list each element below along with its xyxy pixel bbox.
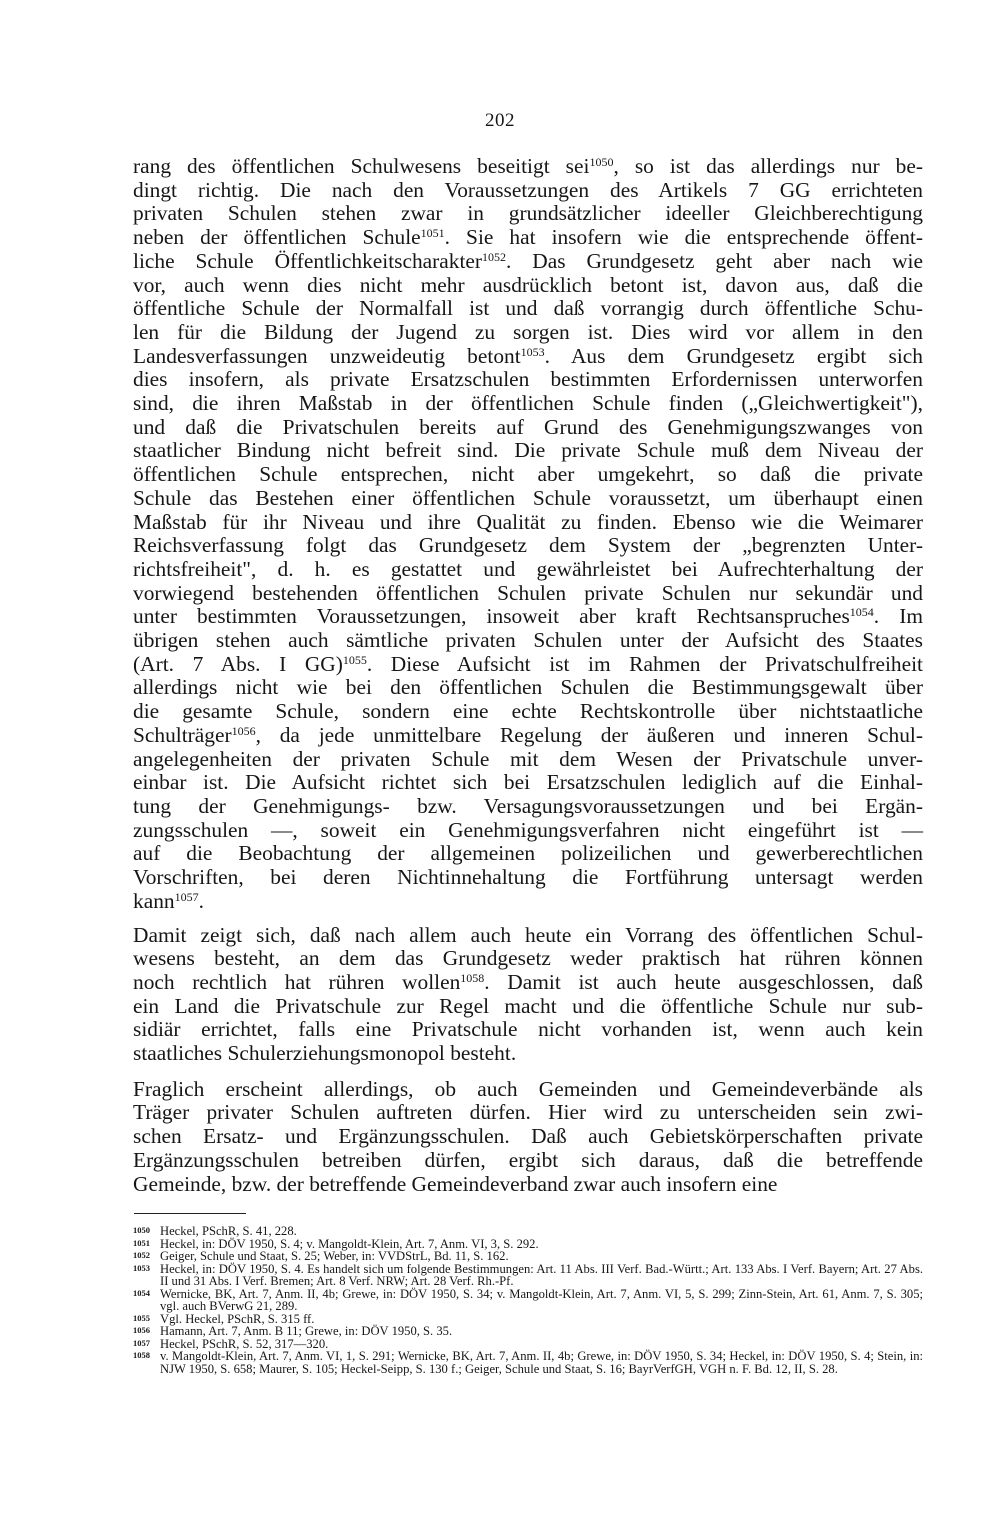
- text-segment: len für die Bildung der Jugend zu sorgen ist. Dies wird vor allem in den: [133, 319, 923, 344]
- footnote-number: 1057: [133, 1337, 150, 1348]
- footnote-reference: 1052: [482, 249, 507, 264]
- text-segment: Gemeinde, bzw. der betreffende Gemeindeverband zwar auch insofern eine: [133, 1171, 778, 1196]
- text-line: [133, 1173, 923, 1197]
- text-segment: schen Ersatz- und Ergänzungsschulen. Daß auch Gebietskörperschaften private: [133, 1124, 923, 1149]
- text-segment: Damit zeigt sich, daß nach allem auch heute ein Vorrang des öffentlichen Schul-: [133, 922, 923, 947]
- footnote-reference: 1051: [420, 226, 445, 241]
- text-line: [133, 582, 923, 606]
- text-segment: Reichsverfassung folgt das Grundgesetz dem System der „begrenzten Unter-: [133, 533, 923, 558]
- text-segment: Landesverfassungen unzweideutig betont: [133, 343, 521, 368]
- footnote-divider: [134, 1213, 246, 1214]
- text-line: [133, 629, 923, 653]
- text-line: [133, 947, 923, 971]
- text-segment: . Damit ist auch heute ausgeschlossen, daß: [484, 969, 923, 994]
- text-line: [133, 842, 923, 866]
- footnote-reference: 1058: [460, 970, 485, 985]
- footnote: [133, 1350, 923, 1375]
- text-line: [133, 795, 923, 819]
- text-line: [133, 155, 923, 179]
- footnote-text: Vgl. Heckel, PSchR, S. 315 ff.: [160, 1311, 315, 1326]
- text-segment: öffentlichen Schule entsprechen, nicht aber umgekehrt, so daß die private: [133, 462, 923, 487]
- page-number: 202: [485, 110, 515, 131]
- footnote-number: 1056: [133, 1325, 150, 1335]
- footnote-text: Heckel, in: DÖV 1950, S. 4. Es handelt sich um folgende Bestimmungen: Art. 11 Abs. III Verf. Bad.-Württ.; Art. 133 Abs. I Verf. Bayern; Art. 27 Abs. II und 31 Abs. I Verf. Bremen; Art. 8 Verf. NRW; Art. 28 Verf. Rh.-Pf.: [160, 1261, 923, 1288]
- text-line: [133, 995, 923, 1019]
- text-line: [133, 748, 923, 772]
- text-segment: vorwiegend bestehenden öffentlichen Schulen private Schulen nur sekundär und: [133, 580, 923, 605]
- text-segment: . Das Grundgesetz geht aber nach wie: [506, 248, 923, 273]
- text-segment: . Aus dem Grundgesetz ergibt sich: [544, 343, 923, 368]
- text-line: [133, 1078, 923, 1102]
- text-line: [133, 1149, 923, 1173]
- text-segment: sind, die ihren Maßstab in der öffentlichen Schule finden („Gleichwertigkeit"),: [133, 391, 923, 416]
- text-line: [133, 487, 923, 511]
- text-segment: ein Land die Privatschule zur Regel macht und die öffentliche Schule nur sub-: [133, 993, 923, 1018]
- text-line: [133, 924, 923, 948]
- footnote-number: 1055: [133, 1312, 150, 1323]
- text-line: [133, 274, 923, 298]
- text-line: [133, 179, 923, 203]
- text-line: [133, 676, 923, 700]
- paragraph: [133, 924, 923, 1066]
- text-segment: öffentliche Schule der Normalfall ist und daß vorrangig durch öffentliche Schu-: [133, 296, 923, 321]
- footnote-text: Geiger, Schule und Staat, S. 25; Weber, in: VVDStrL, Bd. 11, S. 162.: [160, 1249, 509, 1263]
- text-line: [133, 1101, 923, 1125]
- text-line: [133, 250, 923, 274]
- text-segment: staatliches Schulerziehungsmonopol besteht.: [133, 1041, 517, 1066]
- text-segment: tung der Genehmigungs- bzw. Versagungsvoraussetzungen und bei Ergän-: [133, 793, 923, 818]
- footnote-reference: 1057: [174, 889, 199, 904]
- footnote-number: 1050: [133, 1225, 150, 1235]
- footnote-number: 1052: [133, 1250, 150, 1260]
- text-segment: kann: [133, 888, 175, 913]
- text-segment: die gesamte Schule, sondern eine echte Rechtskontrolle über nichtstaatliche: [133, 699, 923, 724]
- footnote-reference: 1053: [520, 344, 545, 359]
- text-line: [133, 724, 923, 748]
- text-segment: einbar ist. Die Aufsicht richtet sich bei Ersatzschulen lediglich auf die Einhal-: [133, 770, 923, 795]
- footnote-number: 1054: [133, 1287, 150, 1298]
- text-segment: . Diese Aufsicht ist im Rahmen der Privatschulfreiheit: [366, 651, 923, 676]
- text-line: [133, 1125, 923, 1149]
- footnote-text: Heckel, in: DÖV 1950, S. 4; v. Mangoldt-Klein, Art. 7, Anm. VI, 3, S. 292.: [160, 1236, 539, 1251]
- text-line: [133, 463, 923, 487]
- text-line: [133, 1042, 923, 1066]
- text-segment: dies insofern, als private Ersatzschulen bestimmten Erfordernissen unterworfen: [133, 367, 923, 392]
- text-segment: sidiär errichtet, falls eine Privatschule nicht vorhanden ist, wenn auch kein: [133, 1017, 923, 1042]
- text-line: [133, 771, 923, 795]
- text-segment: , so ist das allerdings nur be-: [613, 154, 923, 178]
- footnote-reference: 1050: [589, 155, 614, 169]
- text-line: [133, 971, 923, 995]
- footnote: [133, 1263, 923, 1288]
- footnote-text: Wernicke, BK, Art. 7, Anm. II, 4b; Grewe, in: DÖV 1950, S. 34; v. Mangoldt-Klein, Art. 7, Anm. VI, 5, S. 299; Zinn-Stein, Art. 61, Anm. 7, S. 305; vgl. auch BVerwG 21, 289.: [160, 1286, 923, 1313]
- text-segment: noch rechtlich hat rühren wollen: [133, 969, 461, 994]
- text-line: [133, 534, 923, 558]
- text-segment: staatlicher Bindung nicht befreit sind. Die private Schule muß dem Niveau der: [133, 438, 923, 463]
- text-segment: auf die Beobachtung der allgemeinen polizeilichen und gewerberechtlichen: [133, 841, 923, 866]
- footnote-number: 1053: [133, 1262, 150, 1273]
- footnotes: [133, 1225, 923, 1375]
- text-segment: dingt richtig. Die nach den Voraussetzungen des Artikels 7 GG errichteten: [133, 177, 923, 202]
- footnote-reference: 1054: [849, 605, 874, 620]
- text-line: [133, 439, 923, 463]
- text-line: [133, 416, 923, 440]
- text-segment: (Art. 7 Abs. I GG): [133, 651, 343, 676]
- text-segment: . Im: [873, 604, 923, 629]
- text-segment: rang des öffentlichen Schulwesens beseitigt sei: [133, 154, 590, 178]
- text-segment: unter bestimmten Voraussetzungen, insoweit aber kraft Rechtsanspruches: [133, 604, 850, 629]
- text-segment: Träger privater Schulen auftreten dürfen. Hier wird zu unterscheiden sein zwi-: [133, 1100, 923, 1125]
- text-line: [133, 558, 923, 582]
- text-line: [133, 819, 923, 843]
- text-segment: .: [198, 888, 204, 913]
- footnote-reference: 1055: [342, 652, 367, 667]
- text-segment: Schulträger: [133, 722, 232, 747]
- text-segment: zungsschulen —, soweit ein Genehmigungsverfahren nicht eingeführt ist —: [133, 817, 923, 842]
- text-segment: wesens besteht, an dem das Grundgesetz weder praktisch hat rühren können: [133, 946, 923, 971]
- text-line: [133, 605, 923, 629]
- text-segment: Fraglich erscheint allerdings, ob auch Gemeinden und Gemeindeverbände als: [133, 1076, 923, 1101]
- text-segment: privaten Schulen stehen zwar in grundsätzlicher ideeller Gleichberechtigung: [133, 201, 923, 226]
- text-line: [133, 653, 923, 677]
- footnote-text: Heckel, PSchR, S. 41, 228.: [160, 1224, 297, 1238]
- text-segment: angelegenheiten der privaten Schule mit dem Wesen der Privatschule unver-: [133, 746, 923, 771]
- footnote-text: Hamann, Art. 7, Anm. B 11; Grewe, in: DÖV 1950, S. 35.: [160, 1324, 453, 1338]
- text-segment: Maßstab für ihr Niveau und ihre Qualität zu finden. Ebenso wie die Weimarer: [133, 509, 923, 534]
- text-segment: neben der öffentlichen Schule: [133, 225, 421, 250]
- text-line: [133, 866, 923, 890]
- text-line: [133, 890, 923, 914]
- text-segment: vor, auch wenn dies nicht mehr ausdrücklich betont ist, davon aus, daß die: [133, 272, 923, 297]
- text-segment: liche Schule Öffentlichkeitscharakter: [133, 248, 483, 273]
- footnote-reference: 1056: [231, 723, 256, 738]
- text-line: [133, 1018, 923, 1042]
- text-line: [133, 511, 923, 535]
- footnote-number: 1051: [133, 1237, 150, 1248]
- footnote-number: 1058: [133, 1350, 150, 1360]
- paragraph: [133, 155, 923, 914]
- text-line: [133, 297, 923, 321]
- footnote-text: v. Mangoldt-Klein, Art. 7, Anm. VI, 1, S. 291; Wernicke, BK, Art. 7, Anm. II, 4b; Grewe, in: DÖV 1950, S. 34; Heckel, in: DÖV 1950, S. 4; Stein, in: NJW 1950, S. 658; Maurer, S. 105; Heckel-Seipp, S. 130 f.; Geiger, Schule und Staat, S. 16; BayrVerfGH, VGH n. F. Bd. 12, II, S. 28.: [160, 1349, 923, 1376]
- text-line: [133, 202, 923, 226]
- footnote-text: Heckel, PSchR, S. 52, 317—320.: [160, 1336, 329, 1351]
- text-line: [133, 345, 923, 369]
- text-segment: übrigen stehen auch sämtliche privaten Schulen unter der Aufsicht des Staates: [133, 628, 923, 653]
- text-segment: , da jede unmittelbare Regelung der äußeren und inneren Schul-: [255, 722, 923, 747]
- text-segment: Vorschriften, bei deren Nichtinnehaltung die Fortführung untersagt werden: [133, 865, 923, 890]
- text-line: [133, 321, 923, 345]
- text-line: [133, 226, 923, 250]
- text-line: [133, 700, 923, 724]
- text-segment: richtsfreiheit", d. h. es gestattet und gewährleistet bei Aufrechterhaltung der: [133, 556, 923, 581]
- main-text: [133, 155, 923, 1196]
- text-line: [133, 368, 923, 392]
- text-segment: Schule das Bestehen einer öffentlichen Schule voraussetzt, um überhaupt einen: [133, 485, 923, 510]
- paragraph: [133, 1078, 923, 1197]
- footnote: [133, 1288, 923, 1313]
- text-segment: . Sie hat insofern wie die entsprechende öffent-: [444, 225, 923, 250]
- text-segment: Ergänzungsschulen betreiben dürfen, ergibt sich daraus, daß die betreffende: [133, 1147, 923, 1172]
- text-segment: und daß die Privatschulen bereits auf Grund des Genehmigungszwanges von: [133, 414, 923, 439]
- text-line: [133, 392, 923, 416]
- text-segment: allerdings nicht wie bei den öffentlichen Schulen die Bestimmungsgewalt über: [133, 675, 923, 700]
